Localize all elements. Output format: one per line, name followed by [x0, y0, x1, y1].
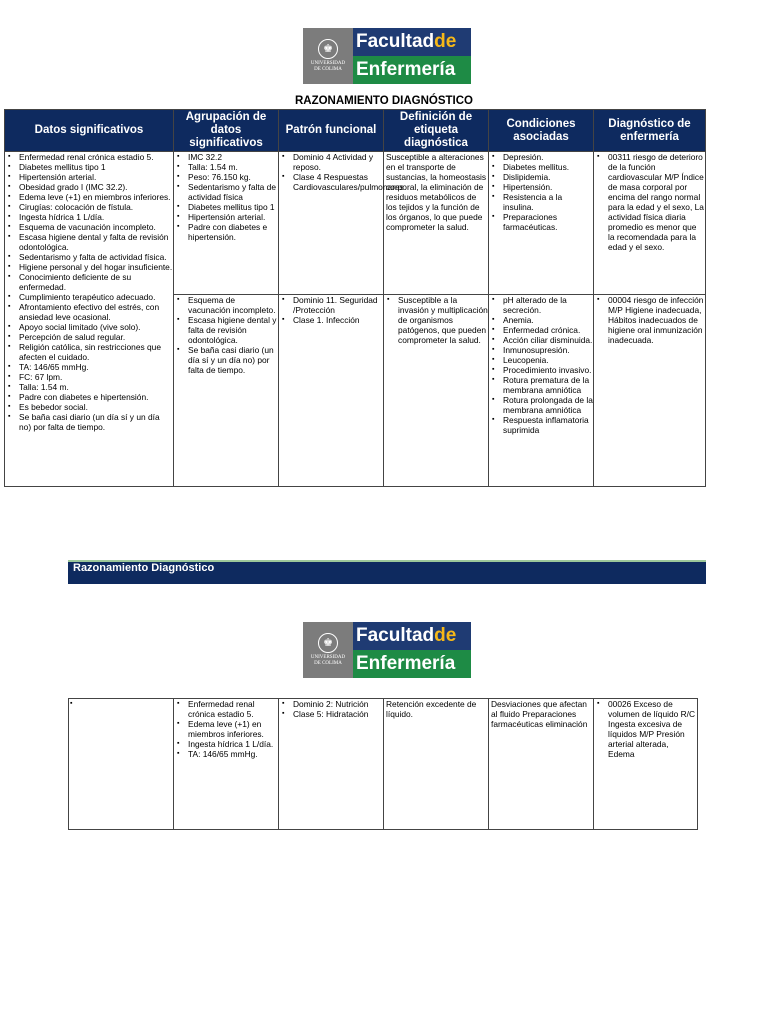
university-seal — [303, 622, 353, 678]
list-item: ▪ Clase 1. Infección — [279, 315, 383, 325]
list-item: ▪ Percepción de salud regular. — [5, 332, 173, 342]
list-item: ▪ Hipertensión arterial. — [5, 172, 173, 182]
cell-patron-3 — [279, 699, 384, 830]
list-item: ▪ Sedentarismo y falta de actividad física — [174, 182, 278, 202]
cell-definicion-1 — [384, 152, 489, 295]
list-item: ▪ Acción ciliar disminuida. — [489, 335, 593, 345]
list-item: ▪ Dominio 4 Actividad y reposo. — [279, 152, 383, 172]
diagnostic-table — [4, 109, 706, 487]
list-item: ▪ 00311 riesgo de deterioro de la función cardiovascular M/P Índice de masa corporal por encima del rango normal para la edad y el sexo, La actividad física diaria promedio es menor que la recomendada para la edad y el sexo. — [594, 152, 705, 252]
list-item: ▪ pH alterado de la secreción. — [489, 295, 593, 315]
list-item: ▪ Edema leve (+1) en miembros inferiores. — [5, 192, 173, 202]
list-item: ▪ Enfermedad renal crónica estadio 5. — [5, 152, 173, 162]
logo-word-facultad: Facultadde — [353, 622, 471, 650]
definition-text: Susceptible a alteraciones en el transporte de sustancias, la homeostasis corporal, la eliminación de residuos metabólicos de los tejidos y la función de los órganos, lo que puede comprometer la salud. — [386, 152, 487, 232]
list-item: ▪ Diabetes mellitus tipo 1 — [5, 162, 173, 172]
header-definicion: Definición de etiqueta diagnóstica — [384, 110, 489, 152]
cell-empty — [69, 699, 174, 830]
list-item: ▪ Ingesta hídrica 1 L/día. — [5, 212, 173, 222]
list-item: ▪ Se baña casi diario (un día sí y un día no) por falta de tiempo. — [5, 412, 173, 432]
diagnostic-table-2 — [68, 698, 698, 830]
list-item: ▪ Dislipidemia. — [489, 172, 593, 182]
list-item: ▪ Padre con diabetes e hipertensión. — [5, 392, 173, 402]
list-item: ▪ Cirugías: colocación de fístula. — [5, 202, 173, 212]
university-seal — [303, 28, 353, 84]
cell-definicion-2 — [384, 295, 489, 487]
header-datos: Datos significativos — [5, 110, 174, 152]
list-item: ▪ 00004 riesgo de infección M/P Higiene inadecuada, Hábitos inadecuados de higiene oral inmunización inadecuada. — [594, 295, 705, 345]
list-item: ▪ Depresión. — [489, 152, 593, 162]
list-item: ▪ Es bebedor social. — [5, 402, 173, 412]
page-title: RAZONAMIENTO DIAGNÓSTICO — [294, 95, 474, 107]
logo-word-facultad: Facultadde — [353, 28, 471, 56]
list-item: ▪ 00026 Exceso de volumen de líquido R/C Ingesta excesiva de líquidos M/P Presión arterial alterada, Edema — [594, 699, 697, 759]
list-item: ▪ Anemia. — [489, 315, 593, 325]
list-item: ▪ Diabetes mellitus. — [489, 162, 593, 172]
list-item: ▪ Preparaciones farmacéuticas. — [489, 212, 593, 232]
list-item: ▪ Enfermedad renal crónica estadio 5. — [174, 699, 278, 719]
list-item: ▪ Inmunosupresión. — [489, 345, 593, 355]
conditions-text: Desviaciones que afectan al fluido Preparaciones farmacéuticas eliminación — [491, 699, 588, 729]
list-item: ▪ Dominio 2: Nutrición — [279, 699, 383, 709]
list-item: ▪ Procedimiento invasivo. — [489, 365, 593, 375]
crest-icon: ♚ — [318, 39, 338, 59]
list-item: ▪ Peso: 76.150 kg. — [174, 172, 278, 182]
list-item: ▪ Obesidad grado I (IMC 32.2). — [5, 182, 173, 192]
cell-datos — [5, 152, 174, 487]
list-item: ▪ Escasa higiene dental y falta de revisión odontológica. — [5, 232, 173, 252]
list-item: ▪ Leucopenia. — [489, 355, 593, 365]
list-item: ▪ Talla: 1.54 m. — [174, 162, 278, 172]
cell-condiciones-3 — [489, 699, 594, 830]
list-item: ▪ Apoyo social limitado (vive solo). — [5, 322, 173, 332]
list-item: ▪ Clase 5: Hidratación — [279, 709, 383, 719]
header-patron: Patrón funcional — [279, 110, 384, 152]
header-agrupacion: Agrupación de datos significativos — [174, 110, 279, 152]
list-item: ▪ Hipertensión arterial. — [174, 212, 278, 222]
list-item: ▪ Conocimiento deficiente de su enfermedad. — [5, 272, 173, 292]
list-item: ▪ Religión católica, sin restricciones que afecten el cuidado. — [5, 342, 173, 362]
seal-text-1: UNIVERSIDAD — [310, 655, 346, 660]
list-item: ▪ Escasa higiene dental y falta de revisión odontológica. — [174, 315, 278, 345]
list-item: ▪ IMC 32.2 — [174, 152, 278, 162]
cell-condiciones-1 — [489, 152, 594, 295]
header-diagnostico: Diagnóstico de enfermería — [594, 110, 706, 152]
logo-word-enfermeria: Enfermería — [353, 56, 471, 84]
logo-word-enfermeria: Enfermería — [353, 650, 471, 678]
cell-diagnostico-3 — [594, 699, 698, 830]
list-item: ▪ Enfermedad crónica. — [489, 325, 593, 335]
seal-text-2: DE COLIMA — [314, 67, 342, 72]
list-item: ▪ Edema leve (+1) en miembros inferiores. — [174, 719, 278, 739]
cell-agrupacion-3 — [174, 699, 279, 830]
band-title: Razonamiento Diagnóstico — [73, 562, 215, 574]
cell-agrupacion-1 — [174, 152, 279, 295]
section-band — [68, 562, 706, 584]
cell-patron-1 — [279, 152, 404, 295]
list-item: ▪ Afrontamiento efectivo del estrés, con ansiedad leve ocasional. — [5, 302, 173, 322]
list-item: ▪ FC: 67 lpm. — [5, 372, 173, 382]
list-item: ▪ Rotura prematura de la membrana amniótica — [489, 375, 593, 395]
definition-text: Retención excedente de líquido. — [386, 699, 477, 719]
list-item: ▪ Dominio 11. Seguridad /Protección — [279, 295, 383, 315]
faculty-logo — [303, 28, 471, 84]
seal-text-2: DE COLIMA — [314, 661, 342, 666]
faculty-logo-2 — [303, 622, 471, 678]
seal-text-1: UNIVERSIDAD — [310, 61, 346, 66]
list-item: ▪ Sedentarismo y falta de actividad física. — [5, 252, 173, 262]
list-item: ▪ Cumplimiento terapéutico adecuado. — [5, 292, 173, 302]
list-item: ▪ Rotura prolongada de la membrana amniótica — [489, 395, 593, 415]
list-item: ▪ Higiene personal y del hogar insuficiente. — [5, 262, 173, 272]
list-item: ▪ Talla: 1.54 m. — [5, 382, 173, 392]
list-item: ▪ Diabetes mellitus tipo 1 — [174, 202, 278, 212]
list-item: ▪ Se baña casi diario (un día sí y un día no) por falta de tiempo. — [174, 345, 278, 375]
header-condiciones: Condiciones asociadas — [489, 110, 594, 152]
cell-definicion-3 — [384, 699, 489, 830]
list-item: ▪ Hipertensión. — [489, 182, 593, 192]
list-item: ▪ Respuesta inflamatoria suprimida — [489, 415, 593, 435]
cell-agrupacion-2 — [174, 295, 279, 487]
list-item: ▪ TA: 146/65 mmHg. — [5, 362, 173, 372]
list-item: ▪ TA: 146/65 mmHg. — [174, 749, 278, 759]
list-item: ▪ Resistencia a la insulina. — [489, 192, 593, 212]
list-item: ▪ Esquema de vacunación incompleto. — [174, 295, 278, 315]
cell-diagnostico-1 — [594, 152, 706, 295]
list-item: ▪ Susceptible a la invasión y multiplicación de organismos patógenos, que pueden comprometer la salud. — [384, 295, 488, 345]
crest-icon: ♚ — [318, 633, 338, 653]
cell-patron-2 — [279, 295, 384, 487]
list-item: ▪ Esquema de vacunación incompleto. — [5, 222, 173, 232]
cell-condiciones-2 — [489, 295, 594, 487]
list-item: ▪ Ingesta hídrica 1 L/día. — [174, 739, 278, 749]
cell-diagnostico-2 — [594, 295, 706, 487]
list-item: ▪ Padre con diabetes e hipertensión. — [174, 222, 278, 242]
list-item: ▪ Clase 4 Respuestas Cardiovasculares/pulmonares — [279, 172, 383, 192]
